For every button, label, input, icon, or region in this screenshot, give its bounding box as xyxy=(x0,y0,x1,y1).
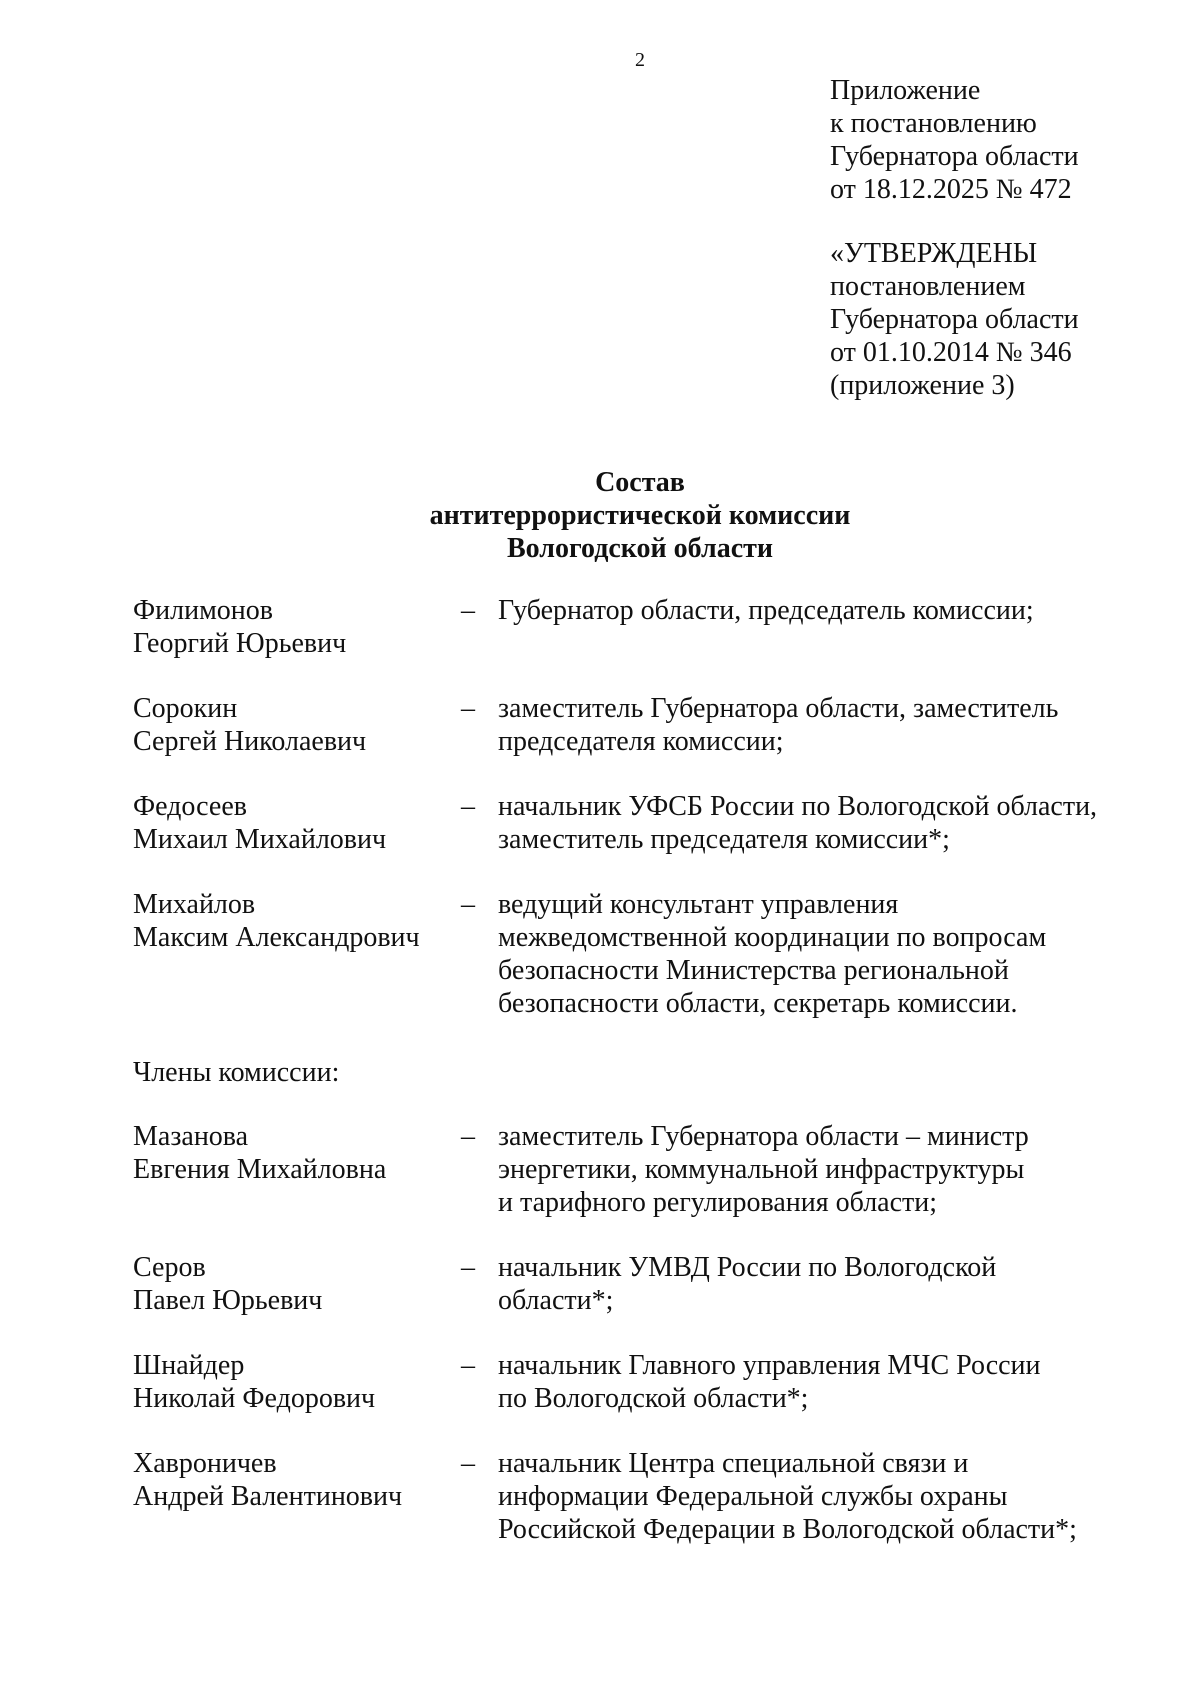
role-line: заместитель Губернатора области, заместитель xyxy=(498,693,1059,724)
dash-separator: – xyxy=(461,1350,475,1381)
member-name xyxy=(133,1120,453,1186)
member-role xyxy=(498,1120,1138,1219)
member-role xyxy=(498,594,1138,627)
dash-separator: – xyxy=(461,1252,475,1283)
member-name xyxy=(133,1349,453,1415)
member-name xyxy=(133,790,453,856)
role-line: и тарифного регулирования области; xyxy=(498,1187,938,1218)
member-role xyxy=(498,692,1138,758)
member-role xyxy=(498,1447,1138,1546)
role-line: заместитель председателя комиссии*; xyxy=(498,824,950,855)
role-line: председателя комиссии; xyxy=(498,726,784,757)
title-line: Состав xyxy=(595,467,685,498)
role-line: начальник УМВД России по Вологодской xyxy=(498,1252,997,1283)
member-surname: Федосеев xyxy=(133,791,247,822)
appendix-line: Губернатора области xyxy=(830,141,1079,172)
member-role xyxy=(498,790,1138,856)
approved-line: «УТВЕРЖДЕНЫ xyxy=(830,238,1038,269)
dash-separator: – xyxy=(461,595,475,626)
member-name xyxy=(133,692,453,758)
role-line: начальник Главного управления МЧС России xyxy=(498,1350,1041,1381)
dash-separator: – xyxy=(461,1448,475,1479)
member-name xyxy=(133,1447,453,1513)
member-role xyxy=(498,1251,1138,1317)
role-line: межведомственной координации по вопросам xyxy=(498,922,1047,953)
member-surname: Филимонов xyxy=(133,595,273,626)
role-line: Губернатор области, председатель комиссии; xyxy=(498,595,1034,626)
approved-line: от 01.10.2014 № 346 xyxy=(830,337,1072,368)
member-role xyxy=(498,1349,1138,1415)
role-line: безопасности области, секретарь комиссии. xyxy=(498,988,1018,1019)
member-surname: Сорокин xyxy=(133,693,238,724)
title-line: антитеррористической комиссии xyxy=(429,500,851,531)
document-title xyxy=(340,466,940,565)
member-given-name: Николай Федорович xyxy=(133,1383,376,1414)
member-name xyxy=(133,888,453,954)
approved-line: постановлением xyxy=(830,271,1026,302)
role-line: начальник Центра специальной связи и xyxy=(498,1448,969,1479)
member-given-name: Евгения Михайловна xyxy=(133,1154,387,1185)
title-line: Вологодской области xyxy=(506,533,774,564)
appendix-line: Приложение xyxy=(830,75,981,106)
role-line: области*; xyxy=(498,1285,614,1316)
role-line: информации Федеральной службы охраны xyxy=(498,1481,1008,1512)
members-section-label: Члены комиссии: xyxy=(133,1057,340,1088)
dash-separator: – xyxy=(461,791,475,822)
member-role xyxy=(498,888,1138,1020)
appendix-header xyxy=(830,74,1079,206)
appendix-line: от 18.12.2025 № 472 xyxy=(830,174,1072,205)
member-given-name: Максим Александрович xyxy=(133,922,420,953)
member-given-name: Сергей Николаевич xyxy=(133,726,367,757)
member-surname: Шнайдер xyxy=(133,1350,245,1381)
role-line: ведущий консультант управления xyxy=(498,889,899,920)
approved-line: (приложение 3) xyxy=(830,370,1015,401)
dash-separator: – xyxy=(461,1121,475,1152)
role-line: безопасности Министерства региональной xyxy=(498,955,1009,986)
member-given-name: Михаил Михайлович xyxy=(133,824,387,855)
role-line: Российской Федерации в Вологодской области*; xyxy=(498,1514,1077,1545)
member-name xyxy=(133,594,453,660)
role-line: по Вологодской области*; xyxy=(498,1383,809,1414)
member-surname: Михайлов xyxy=(133,889,256,920)
member-given-name: Павел Юрьевич xyxy=(133,1285,323,1316)
member-name xyxy=(133,1251,453,1317)
role-line: начальник УФСБ России по Вологодской области, xyxy=(498,791,1098,822)
dash-separator: – xyxy=(461,693,475,724)
approved-header xyxy=(830,237,1079,402)
role-line: заместитель Губернатора области – министр xyxy=(498,1121,1029,1152)
page-number: 2 xyxy=(635,49,645,71)
dash-separator: – xyxy=(461,889,475,920)
member-given-name: Георгий Юрьевич xyxy=(133,628,347,659)
member-surname: Мазанова xyxy=(133,1121,249,1152)
role-line: энергетики, коммунальной инфраструктуры xyxy=(498,1154,1025,1185)
member-surname: Серов xyxy=(133,1252,206,1283)
approved-line: Губернатора области xyxy=(830,304,1079,335)
member-surname: Хавроничев xyxy=(133,1448,277,1479)
appendix-line: к постановлению xyxy=(830,108,1037,139)
member-given-name: Андрей Валентинович xyxy=(133,1481,403,1512)
